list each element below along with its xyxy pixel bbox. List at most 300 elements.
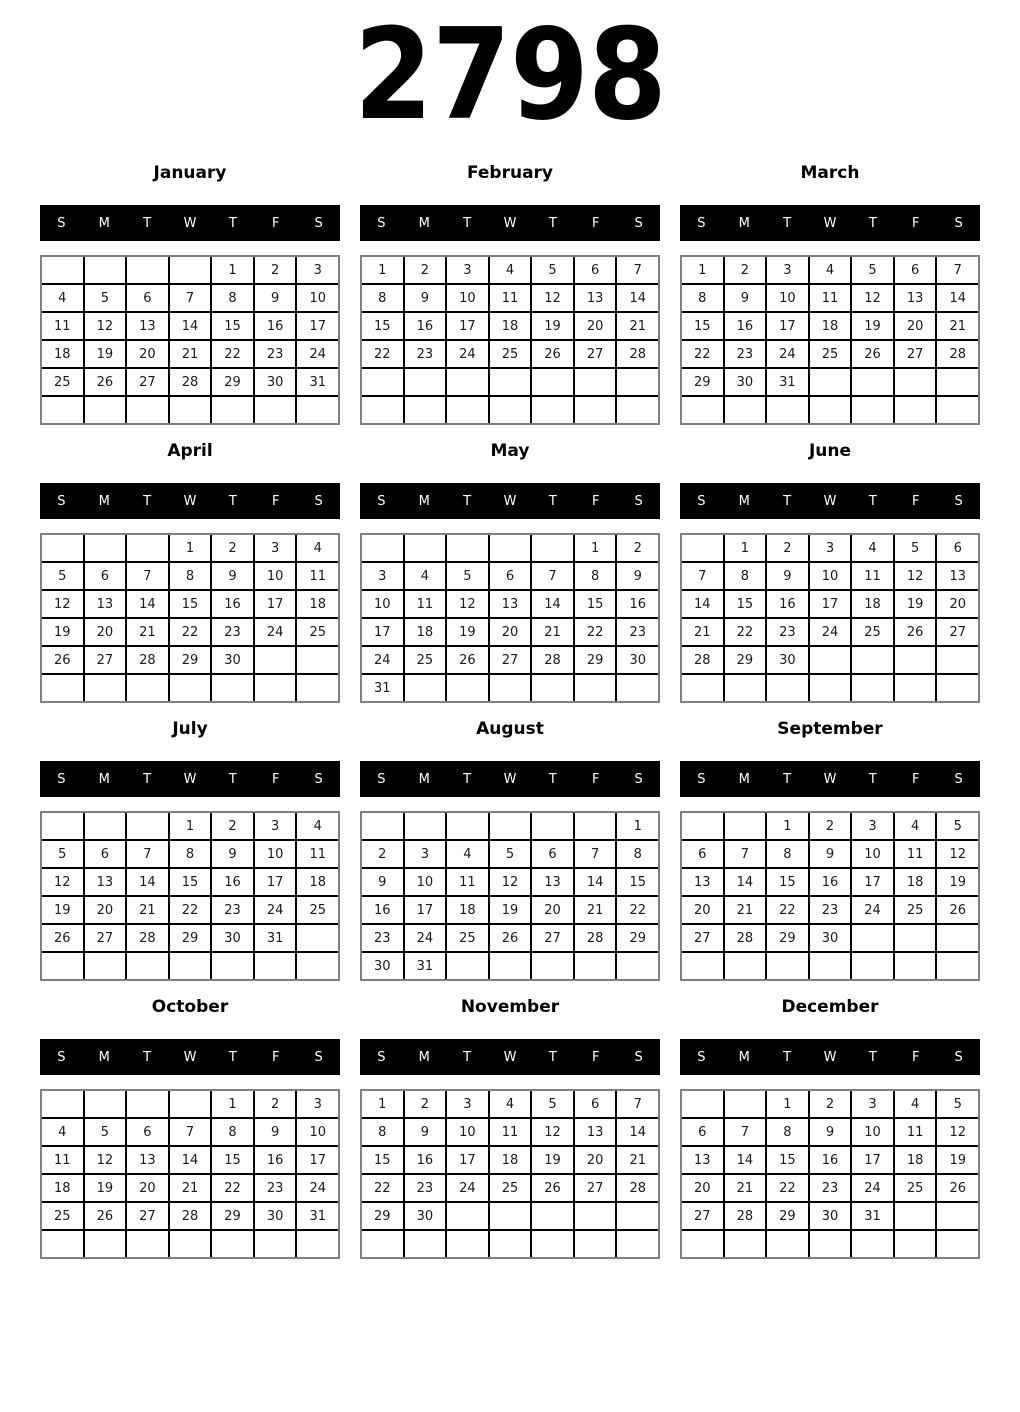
- day-cell: [767, 675, 808, 701]
- day-grid: [680, 533, 980, 703]
- day-cell: 31: [297, 1203, 338, 1229]
- year-title: 2798: [353, 1, 667, 148]
- day-cell: [852, 1231, 893, 1257]
- day-cell: 12: [42, 869, 83, 895]
- weekday-label: F: [591, 771, 600, 787]
- day-cell: 3: [297, 1091, 338, 1117]
- day-cell: 10: [255, 841, 296, 867]
- day-cell: 5: [852, 257, 893, 283]
- month-block: [360, 158, 660, 436]
- weekday-label: T: [868, 215, 877, 231]
- day-cell: 3: [447, 1091, 488, 1117]
- weekday-label: W: [823, 215, 837, 231]
- day-cell: 15: [212, 1147, 253, 1173]
- day-cell: 20: [937, 591, 978, 617]
- month-block: [40, 158, 340, 436]
- day-cell: 9: [810, 841, 851, 867]
- day-cell: 11: [810, 285, 851, 311]
- day-cell: 18: [405, 619, 446, 645]
- day-cell: 7: [532, 563, 573, 589]
- day-cell: [362, 397, 403, 423]
- day-cell: [767, 953, 808, 979]
- day-cell: 19: [85, 341, 126, 367]
- day-cell: 7: [682, 563, 723, 589]
- day-cell: 29: [212, 1203, 253, 1229]
- weekday-label: T: [463, 1049, 472, 1065]
- day-cell: [447, 397, 488, 423]
- day-cell: 8: [767, 1119, 808, 1145]
- month-title: January: [153, 163, 227, 183]
- day-cell: 27: [127, 369, 168, 395]
- day-cell: 17: [852, 869, 893, 895]
- weekday-label: S: [377, 771, 386, 787]
- weekday-label: M: [738, 215, 750, 231]
- day-cell: 8: [212, 285, 253, 311]
- weekday-header: [360, 761, 660, 797]
- day-cell: 1: [170, 813, 211, 839]
- day-cell: [362, 369, 403, 395]
- day-grid: [40, 255, 340, 425]
- day-cell: 15: [617, 869, 658, 895]
- day-cell: 21: [532, 619, 573, 645]
- weekday-label: T: [463, 493, 472, 509]
- day-cell: 9: [810, 1119, 851, 1145]
- day-cell: 11: [490, 285, 531, 311]
- day-cell: 1: [362, 257, 403, 283]
- day-cell: 27: [127, 1203, 168, 1229]
- day-cell: 6: [490, 563, 531, 589]
- day-cell: [405, 535, 446, 561]
- day-cell: 6: [937, 535, 978, 561]
- day-cell: [532, 369, 573, 395]
- day-cell: 2: [405, 257, 446, 283]
- day-cell: [447, 953, 488, 979]
- day-cell: 5: [85, 1119, 126, 1145]
- day-cell: 16: [212, 869, 253, 895]
- day-cell: 21: [937, 313, 978, 339]
- day-cell: [297, 675, 338, 701]
- day-cell: 5: [490, 841, 531, 867]
- day-cell: [575, 953, 616, 979]
- day-cell: 1: [617, 813, 658, 839]
- day-cell: 27: [490, 647, 531, 673]
- day-cell: 4: [405, 563, 446, 589]
- day-cell: 19: [937, 869, 978, 895]
- day-cell: 28: [682, 647, 723, 673]
- day-cell: 25: [490, 341, 531, 367]
- weekday-label: T: [143, 771, 152, 787]
- weekday-header: [680, 483, 980, 519]
- day-cell: 21: [617, 1147, 658, 1173]
- day-cell: 17: [362, 619, 403, 645]
- day-cell: [170, 953, 211, 979]
- day-cell: 6: [575, 1091, 616, 1117]
- weekday-label: T: [143, 1049, 152, 1065]
- day-cell: 6: [127, 285, 168, 311]
- day-cell: 30: [767, 647, 808, 673]
- day-cell: [255, 675, 296, 701]
- day-cell: [937, 1231, 978, 1257]
- day-cell: 23: [255, 341, 296, 367]
- weekday-label: T: [548, 1049, 557, 1065]
- day-cell: 13: [682, 1147, 723, 1173]
- weekday-header: [680, 205, 980, 241]
- weekday-header: [360, 1039, 660, 1075]
- day-cell: 22: [170, 897, 211, 923]
- weekday-label: T: [548, 215, 557, 231]
- day-cell: 7: [725, 841, 766, 867]
- weekday-label: M: [418, 493, 430, 509]
- day-cell: 28: [170, 1203, 211, 1229]
- weekday-label: S: [57, 1049, 66, 1065]
- month-block: [360, 714, 660, 992]
- day-cell: 23: [617, 619, 658, 645]
- day-cell: 2: [810, 1091, 851, 1117]
- weekday-label: S: [697, 493, 706, 509]
- day-cell: 17: [767, 313, 808, 339]
- day-cell: [212, 953, 253, 979]
- day-cell: 23: [810, 897, 851, 923]
- weekday-label: T: [228, 1049, 237, 1065]
- day-cell: 15: [682, 313, 723, 339]
- day-cell: 27: [937, 619, 978, 645]
- day-cell: 15: [767, 1147, 808, 1173]
- day-cell: [617, 675, 658, 701]
- day-cell: 24: [362, 647, 403, 673]
- day-cell: 18: [852, 591, 893, 617]
- day-cell: 4: [810, 257, 851, 283]
- day-cell: 26: [937, 897, 978, 923]
- day-cell: 17: [405, 897, 446, 923]
- day-cell: 5: [85, 285, 126, 311]
- day-cell: 15: [725, 591, 766, 617]
- day-cell: [405, 1231, 446, 1257]
- day-cell: [490, 953, 531, 979]
- weekday-label: W: [503, 493, 517, 509]
- day-cell: 26: [532, 1175, 573, 1201]
- day-cell: 12: [490, 869, 531, 895]
- weekday-label: T: [868, 493, 877, 509]
- day-cell: [42, 953, 83, 979]
- day-cell: [212, 397, 253, 423]
- weekday-label: M: [98, 493, 110, 509]
- day-cell: [297, 647, 338, 673]
- day-cell: [255, 1231, 296, 1257]
- day-cell: 6: [575, 257, 616, 283]
- day-cell: 22: [575, 619, 616, 645]
- day-cell: [937, 675, 978, 701]
- day-cell: [170, 257, 211, 283]
- day-cell: 22: [725, 619, 766, 645]
- day-cell: 4: [42, 1119, 83, 1145]
- day-cell: 22: [767, 897, 808, 923]
- month-block: [40, 436, 340, 714]
- day-cell: 1: [212, 257, 253, 283]
- day-cell: 10: [297, 285, 338, 311]
- month-title: October: [151, 997, 229, 1017]
- day-cell: 29: [170, 925, 211, 951]
- weekday-label: S: [954, 1049, 963, 1065]
- weekday-label: T: [228, 771, 237, 787]
- day-cell: 23: [405, 341, 446, 367]
- day-cell: 13: [490, 591, 531, 617]
- day-cell: 3: [852, 1091, 893, 1117]
- month-block: [360, 992, 660, 1270]
- day-grid: [40, 1089, 340, 1259]
- day-cell: 8: [725, 563, 766, 589]
- weekday-label: F: [591, 215, 600, 231]
- day-cell: [85, 675, 126, 701]
- day-cell: 12: [895, 563, 936, 589]
- weekday-label: W: [503, 215, 517, 231]
- day-cell: [937, 925, 978, 951]
- day-cell: 3: [362, 563, 403, 589]
- day-grid: [360, 811, 660, 981]
- day-cell: 13: [575, 1119, 616, 1145]
- day-cell: 5: [937, 1091, 978, 1117]
- weekday-label: M: [98, 215, 110, 231]
- day-cell: [810, 369, 851, 395]
- day-cell: 27: [575, 1175, 616, 1201]
- day-cell: 22: [170, 619, 211, 645]
- day-cell: [682, 953, 723, 979]
- day-cell: 1: [682, 257, 723, 283]
- day-cell: 23: [255, 1175, 296, 1201]
- day-cell: 13: [127, 313, 168, 339]
- day-cell: 28: [725, 1203, 766, 1229]
- day-cell: [532, 675, 573, 701]
- day-cell: 23: [767, 619, 808, 645]
- day-cell: 29: [212, 369, 253, 395]
- day-cell: 17: [447, 1147, 488, 1173]
- day-cell: 18: [447, 897, 488, 923]
- day-cell: 17: [810, 591, 851, 617]
- weekday-label: F: [911, 1049, 920, 1065]
- day-cell: 8: [682, 285, 723, 311]
- day-cell: 1: [767, 1091, 808, 1117]
- day-cell: 25: [852, 619, 893, 645]
- day-cell: [42, 535, 83, 561]
- weekday-label: S: [697, 1049, 706, 1065]
- month-title: June: [808, 441, 852, 461]
- weekday-label: M: [738, 771, 750, 787]
- day-cell: [532, 535, 573, 561]
- day-cell: 11: [447, 869, 488, 895]
- day-cell: 2: [212, 813, 253, 839]
- day-cell: 11: [852, 563, 893, 589]
- day-cell: [810, 675, 851, 701]
- day-cell: 14: [170, 313, 211, 339]
- day-cell: 21: [725, 1175, 766, 1201]
- day-cell: 12: [852, 285, 893, 311]
- day-cell: [617, 1203, 658, 1229]
- day-cell: 3: [767, 257, 808, 283]
- day-cell: 19: [42, 897, 83, 923]
- day-cell: 13: [85, 869, 126, 895]
- day-cell: 15: [362, 313, 403, 339]
- day-cell: 6: [895, 257, 936, 283]
- day-cell: 23: [725, 341, 766, 367]
- weekday-label: S: [314, 771, 323, 787]
- day-cell: 14: [532, 591, 573, 617]
- day-cell: 29: [767, 925, 808, 951]
- day-cell: 26: [447, 647, 488, 673]
- day-cell: 19: [42, 619, 83, 645]
- day-cell: 20: [490, 619, 531, 645]
- day-cell: 31: [852, 1203, 893, 1229]
- day-cell: [42, 397, 83, 423]
- day-cell: [490, 1203, 531, 1229]
- day-cell: 24: [255, 619, 296, 645]
- day-cell: 11: [42, 1147, 83, 1173]
- day-cell: 14: [127, 591, 168, 617]
- day-cell: 25: [42, 1203, 83, 1229]
- day-cell: [170, 675, 211, 701]
- day-cell: [617, 1231, 658, 1257]
- day-cell: 24: [297, 341, 338, 367]
- weekday-label: W: [823, 771, 837, 787]
- weekday-label: W: [183, 493, 197, 509]
- day-cell: 14: [725, 1147, 766, 1173]
- day-cell: 8: [362, 285, 403, 311]
- day-cell: 26: [852, 341, 893, 367]
- day-cell: 26: [895, 619, 936, 645]
- day-cell: 4: [895, 813, 936, 839]
- weekday-label: M: [98, 771, 110, 787]
- day-cell: [575, 1231, 616, 1257]
- day-cell: 16: [212, 591, 253, 617]
- month-title: December: [781, 997, 879, 1017]
- weekday-label: W: [503, 1049, 517, 1065]
- day-cell: 30: [810, 1203, 851, 1229]
- month-title: August: [476, 719, 544, 739]
- weekday-label: S: [954, 215, 963, 231]
- day-cell: [362, 535, 403, 561]
- day-cell: [895, 953, 936, 979]
- day-cell: 8: [617, 841, 658, 867]
- day-cell: [85, 257, 126, 283]
- day-cell: 10: [810, 563, 851, 589]
- day-cell: 11: [895, 841, 936, 867]
- day-cell: 2: [725, 257, 766, 283]
- weekday-label: W: [183, 215, 197, 231]
- weekday-label: T: [463, 771, 472, 787]
- day-cell: 16: [617, 591, 658, 617]
- month-title: April: [167, 441, 213, 461]
- day-cell: [405, 397, 446, 423]
- day-cell: [810, 953, 851, 979]
- day-cell: [532, 813, 573, 839]
- weekday-label: S: [57, 215, 66, 231]
- weekday-label: S: [314, 215, 323, 231]
- day-cell: 2: [810, 813, 851, 839]
- day-cell: 5: [447, 563, 488, 589]
- day-cell: [895, 675, 936, 701]
- day-cell: 28: [617, 341, 658, 367]
- weekday-label: F: [271, 1049, 280, 1065]
- day-cell: [532, 1203, 573, 1229]
- day-cell: [852, 397, 893, 423]
- weekday-label: T: [463, 215, 472, 231]
- weekday-label: M: [738, 1049, 750, 1065]
- day-cell: [810, 397, 851, 423]
- day-cell: 30: [810, 925, 851, 951]
- day-cell: 22: [212, 1175, 253, 1201]
- day-cell: 1: [212, 1091, 253, 1117]
- day-cell: 4: [852, 535, 893, 561]
- day-cell: 14: [937, 285, 978, 311]
- day-cell: 29: [725, 647, 766, 673]
- day-cell: 23: [405, 1175, 446, 1201]
- day-cell: 5: [532, 1091, 573, 1117]
- day-cell: 16: [255, 313, 296, 339]
- weekday-label: S: [634, 215, 643, 231]
- day-cell: [212, 675, 253, 701]
- day-cell: [725, 675, 766, 701]
- day-cell: 27: [85, 647, 126, 673]
- weekday-header: [360, 205, 660, 241]
- day-cell: 24: [447, 1175, 488, 1201]
- day-cell: [42, 675, 83, 701]
- day-cell: 12: [85, 1147, 126, 1173]
- day-cell: [810, 647, 851, 673]
- day-cell: 18: [297, 869, 338, 895]
- day-cell: 12: [532, 1119, 573, 1145]
- day-cell: 12: [42, 591, 83, 617]
- day-cell: 28: [532, 647, 573, 673]
- day-cell: 21: [682, 619, 723, 645]
- day-cell: 10: [852, 841, 893, 867]
- day-cell: 10: [255, 563, 296, 589]
- weekday-label: F: [911, 493, 920, 509]
- day-cell: [575, 675, 616, 701]
- day-cell: [725, 813, 766, 839]
- day-cell: 30: [255, 1203, 296, 1229]
- day-cell: [127, 257, 168, 283]
- day-cell: [42, 1091, 83, 1117]
- day-cell: 31: [297, 369, 338, 395]
- day-cell: [725, 1231, 766, 1257]
- day-cell: 18: [895, 1147, 936, 1173]
- weekday-label: S: [634, 493, 643, 509]
- day-cell: [42, 1231, 83, 1257]
- day-cell: 26: [490, 925, 531, 951]
- day-cell: [297, 397, 338, 423]
- day-cell: 13: [575, 285, 616, 311]
- day-cell: 20: [532, 897, 573, 923]
- day-cell: 20: [127, 1175, 168, 1201]
- day-cell: [85, 535, 126, 561]
- day-cell: [532, 1231, 573, 1257]
- day-cell: 5: [42, 841, 83, 867]
- day-cell: [532, 953, 573, 979]
- day-cell: 6: [682, 841, 723, 867]
- months-grid: [0, 158, 1020, 1270]
- day-cell: [362, 813, 403, 839]
- day-cell: 7: [575, 841, 616, 867]
- day-cell: 22: [617, 897, 658, 923]
- day-cell: [127, 397, 168, 423]
- day-cell: [85, 1091, 126, 1117]
- weekday-label: M: [738, 493, 750, 509]
- day-cell: [212, 1231, 253, 1257]
- day-cell: 7: [725, 1119, 766, 1145]
- day-cell: [490, 675, 531, 701]
- day-cell: 16: [362, 897, 403, 923]
- day-grid: [680, 255, 980, 425]
- day-cell: [575, 397, 616, 423]
- day-cell: 1: [767, 813, 808, 839]
